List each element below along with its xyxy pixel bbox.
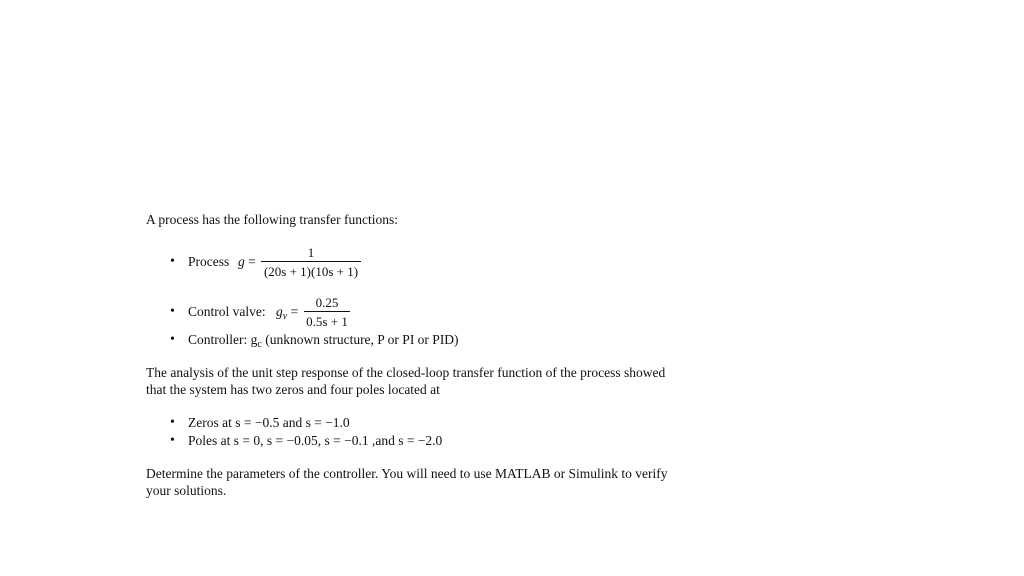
bullet-icon: • xyxy=(170,332,175,347)
process-numerator: 1 xyxy=(261,245,361,262)
controller-rest: (unknown structure, P or PI or PID) xyxy=(261,332,459,347)
valve-eq: = xyxy=(290,304,299,319)
valve-label: Control valve: xyxy=(188,304,266,319)
task-line-1: Determine the parameters of the controller. You will need to use MATLAB or Simulink to verify xyxy=(146,466,668,481)
valve-numerator: 0.25 xyxy=(304,295,350,312)
intro-text: A process has the following transfer functions: xyxy=(146,212,398,227)
list-item-process xyxy=(146,245,546,279)
controller-text xyxy=(188,330,459,355)
valve-denominator: 0.5s + 1 xyxy=(306,314,348,329)
process-fraction xyxy=(261,245,361,279)
analysis-line-1: The analysis of the unit step response of the closed-loop transfer function of the process showed xyxy=(146,365,666,380)
poles-text: Poles at s = 0, s = −0.05, s = −0.1 ,and s = −2.0 xyxy=(188,433,443,448)
list-item-zeros xyxy=(146,413,546,433)
process-label: Process xyxy=(188,254,230,269)
list-item-control-valve xyxy=(146,295,546,329)
process-denominator: (20s + 1)(10s + 1) xyxy=(263,264,359,279)
analysis-line-2: that the system has two zeros and four poles located at xyxy=(146,382,440,397)
bullet-icon: • xyxy=(170,304,175,319)
valve-var: g xyxy=(276,304,283,319)
bullet-icon: • xyxy=(170,415,175,430)
valve-fraction xyxy=(304,295,350,329)
list-item-poles xyxy=(146,431,546,451)
bullet-icon: • xyxy=(170,433,175,448)
controller-sub: c xyxy=(257,339,262,350)
process-lhs xyxy=(238,252,256,272)
bullet-icon: • xyxy=(170,254,175,269)
list-item-controller xyxy=(146,330,546,350)
task-line-2: your solutions. xyxy=(146,483,227,498)
process-var: g xyxy=(238,254,245,269)
process-eq: = xyxy=(248,254,256,269)
controller-label: Controller: g xyxy=(188,332,258,347)
zeros-text: Zeros at s = −0.5 and s = −1.0 xyxy=(188,415,350,430)
valve-lhs xyxy=(276,302,298,327)
valve-sub: v xyxy=(282,311,288,322)
